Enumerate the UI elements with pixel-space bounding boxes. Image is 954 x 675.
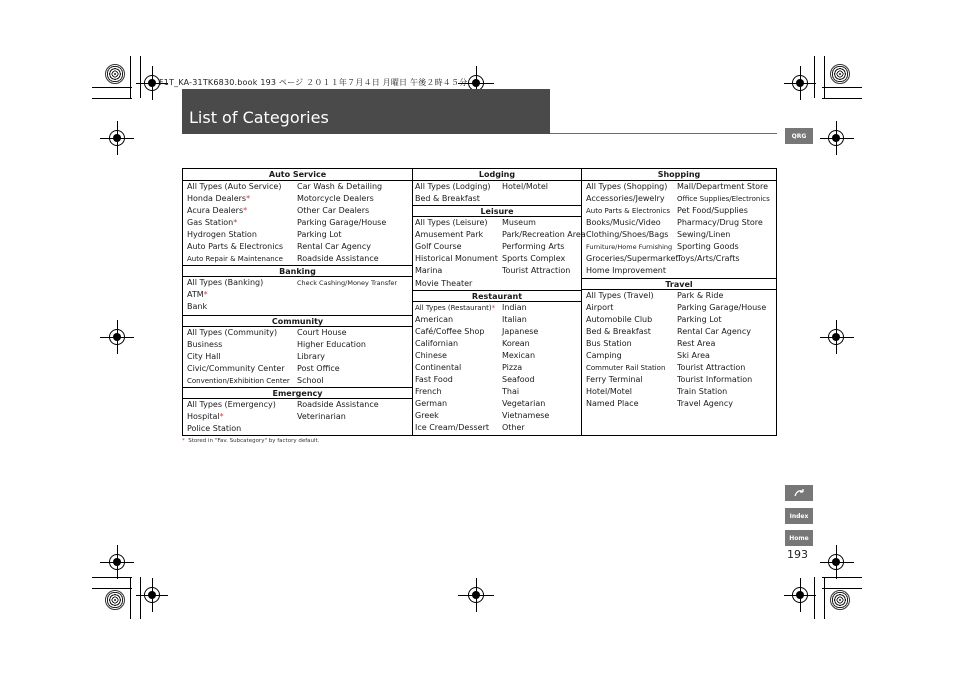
qrg-button[interactable]: QRG [785, 128, 813, 144]
back-button[interactable] [785, 485, 813, 501]
category-leisure-right-1: Park/Recreation Area [502, 230, 586, 239]
category-shopping-right-2: Pet Food/Supplies [677, 206, 748, 215]
category-restaurant-right-0: Indian [502, 303, 527, 312]
category-travel-left-7: Ferry Terminal [586, 375, 643, 384]
category-auto-service-left-3: Gas Station* [187, 218, 238, 227]
category-shopping-left-6: Groceries/Supermarket [586, 254, 679, 263]
category-shopping-right-6: Toys/Arts/Crafts [677, 254, 740, 263]
category-leisure-right-2: Performing Arts [502, 242, 565, 251]
category-shopping-left-0: All Types (Shopping) [586, 182, 668, 191]
category-restaurant-left-1: American [415, 315, 454, 324]
category-banking-right-0: Check Cashing/Money Transfer [297, 279, 398, 287]
category-emergency-left-0: All Types (Emergency) [187, 400, 276, 409]
category-community-right-0: Court House [297, 328, 347, 337]
category-shopping-left-7: Home Improvement [586, 266, 666, 275]
category-restaurant-left-4: Chinese [415, 351, 447, 360]
back-arrow-icon [793, 488, 805, 498]
category-community-left-1: Business [187, 340, 223, 349]
category-travel-right-5: Ski Area [677, 351, 710, 360]
category-travel-left-3: Bed & Breakfast [586, 327, 651, 336]
category-restaurant-left-10: Ice Cream/Dessert [415, 423, 489, 432]
category-leisure-left-2: Golf Course [415, 242, 462, 251]
section-header-travel: Travel [582, 278, 776, 290]
category-banking-left-2: Bank [187, 302, 208, 311]
category-community-left-0: All Types (Community) [187, 328, 278, 337]
category-emergency-left-2: Police Station [187, 424, 242, 433]
category-travel-left-6: Commuter Rail Station [586, 364, 666, 372]
category-leisure-left-5: Movie Theater [415, 279, 473, 288]
category-leisure-right-3: Sports Complex [502, 254, 566, 263]
category-restaurant-left-2: Café/Coffee Shop [415, 327, 485, 336]
page-title: List of Categories [189, 108, 329, 127]
section-header-leisure: Leisure [413, 205, 581, 217]
category-shopping-right-3: Pharmacy/Drug Store [677, 218, 763, 227]
section-header-restaurant: Restaurant [413, 290, 581, 302]
section-header-emergency: Emergency [183, 387, 412, 399]
category-travel-right-4: Rest Area [677, 339, 716, 348]
category-restaurant-left-7: French [415, 387, 442, 396]
category-leisure-left-3: Historical Monument [415, 254, 498, 263]
category-leisure-left-0: All Types (Leisure) [415, 218, 488, 227]
footnote: * Stored in "Fav. Subcategory" by factory default. [182, 438, 320, 444]
category-community-left-4: Convention/Exhibition Center [187, 377, 290, 385]
category-shopping-left-2: Auto Parts & Electronics [586, 207, 671, 215]
category-restaurant-left-3: Californian [415, 339, 459, 348]
category-travel-left-8: Hotel/Motel [586, 387, 632, 396]
category-shopping-left-3: Books/Music/Video [586, 218, 661, 227]
category-auto-service-left-5: Auto Parts & Electronics [187, 242, 284, 251]
default-star-marker: * [243, 206, 248, 215]
category-travel-left-5: Camping [586, 351, 622, 360]
category-shopping-left-1: Accessories/Jewelry [586, 194, 665, 203]
category-auto-service-right-6: Roadside Assistance [297, 254, 379, 263]
category-shopping-right-5: Sporting Goods [677, 242, 739, 251]
category-emergency-right-1: Veterinarian [297, 412, 346, 421]
category-travel-right-3: Rental Car Agency [677, 327, 751, 336]
title-rule [550, 133, 777, 134]
category-lodging-right-0: Hotel/Motel [502, 182, 548, 191]
category-lodging-left-0: All Types (Lodging) [415, 182, 491, 191]
category-community-right-1: Higher Education [297, 340, 366, 349]
category-lodging-left-1: Bed & Breakfast [415, 194, 480, 203]
category-banking-left-0: All Types (Banking) [187, 278, 264, 287]
category-table [182, 168, 777, 436]
category-restaurant-left-6: Fast Food [415, 375, 453, 384]
print-header: F1T_KA-31TK6830.book 193 ページ ２０１１年７月４日 月曜日 午後２時４５分 [159, 78, 468, 87]
category-community-left-2: City Hall [187, 352, 221, 361]
category-travel-right-2: Parking Lot [677, 315, 722, 324]
category-travel-left-2: Automobile Club [586, 315, 653, 324]
category-leisure-right-4: Tourist Attraction [502, 266, 571, 275]
category-travel-right-1: Parking Garage/House [677, 303, 767, 312]
category-restaurant-right-5: Pizza [502, 363, 523, 372]
category-leisure-left-1: Amusement Park [415, 230, 484, 239]
category-restaurant-left-0: All Types (Restaurant)* [415, 304, 496, 312]
category-travel-right-7: Tourist Information [677, 375, 753, 384]
category-shopping-right-0: Mall/Department Store [677, 182, 769, 191]
category-restaurant-right-9: Vietnamese [502, 411, 550, 420]
category-community-left-3: Civic/Community Center [187, 364, 285, 373]
default-star-marker: * [203, 290, 208, 299]
category-auto-service-right-2: Other Car Dealers [297, 206, 370, 215]
category-restaurant-left-8: German [415, 399, 448, 408]
category-banking-left-1: ATM* [187, 290, 208, 299]
category-auto-service-left-2: Acura Dealers* [187, 206, 248, 215]
category-shopping-left-5: Furniture/Home Furnishing [586, 243, 673, 251]
category-travel-left-0: All Types (Travel) [586, 291, 654, 300]
category-restaurant-right-7: Thai [502, 387, 520, 396]
default-star-marker: * [246, 194, 251, 203]
registration-target-icon [830, 64, 850, 84]
section-header-community: Community [183, 315, 412, 327]
category-leisure-right-0: Museum [502, 218, 536, 227]
category-restaurant-right-2: Japanese [502, 327, 539, 336]
category-restaurant-right-4: Mexican [502, 351, 536, 360]
category-travel-right-8: Train Station [677, 387, 728, 396]
registration-target-icon [105, 64, 125, 84]
category-shopping-right-4: Sewing/Linen [677, 230, 731, 239]
default-star-marker: * [233, 218, 238, 227]
category-community-right-2: Library [297, 352, 325, 361]
category-travel-left-4: Bus Station [586, 339, 632, 348]
category-restaurant-right-10: Other [502, 423, 525, 432]
registration-target-icon [105, 590, 125, 610]
category-travel-left-1: Airport [586, 303, 614, 312]
category-shopping-right-1: Office Supplies/Electronics [677, 195, 770, 203]
section-header-auto-service: Auto Service [183, 169, 412, 181]
category-auto-service-left-6: Auto Repair & Maintenance [187, 255, 283, 263]
category-travel-right-6: Tourist Attraction [677, 363, 746, 372]
section-header-lodging: Lodging [413, 169, 581, 181]
category-restaurant-right-1: Italian [502, 315, 527, 324]
category-auto-service-right-4: Parking Lot [297, 230, 342, 239]
category-restaurant-left-9: Greek [415, 411, 439, 420]
category-auto-service-left-0: All Types (Auto Service) [187, 182, 282, 191]
category-auto-service-right-1: Motorcycle Dealers [297, 194, 374, 203]
section-header-shopping: Shopping [582, 169, 776, 181]
category-travel-left-9: Named Place [586, 399, 639, 408]
home-button[interactable]: Home [785, 530, 813, 546]
category-emergency-right-0: Roadside Assistance [297, 400, 379, 409]
category-auto-service-right-3: Parking Garage/House [297, 218, 387, 227]
default-star-marker: * [491, 304, 496, 312]
category-restaurant-right-3: Korean [502, 339, 530, 348]
registration-target-icon [830, 590, 850, 610]
index-button[interactable]: Index [785, 508, 813, 524]
section-header-banking: Banking [183, 265, 412, 277]
category-emergency-left-1: Hospital* [187, 412, 224, 421]
category-community-right-3: Post Office [297, 364, 340, 373]
default-star-marker: * [219, 412, 224, 421]
category-community-right-4: School [297, 376, 324, 385]
category-restaurant-left-5: Continental [415, 363, 462, 372]
category-restaurant-right-6: Seafood [502, 375, 535, 384]
page-number: 193 [787, 548, 808, 561]
category-shopping-left-4: Clothing/Shoes/Bags [586, 230, 669, 239]
category-auto-service-left-4: Hydrogen Station [187, 230, 257, 239]
category-auto-service-right-0: Car Wash & Detailing [297, 182, 383, 191]
category-travel-right-0: Park & Ride [677, 291, 724, 300]
category-leisure-left-4: Marina [415, 266, 443, 275]
category-auto-service-left-1: Honda Dealers* [187, 194, 251, 203]
category-travel-right-9: Travel Agency [677, 399, 733, 408]
category-restaurant-right-8: Vegetarian [502, 399, 546, 408]
category-auto-service-right-5: Rental Car Agency [297, 242, 371, 251]
